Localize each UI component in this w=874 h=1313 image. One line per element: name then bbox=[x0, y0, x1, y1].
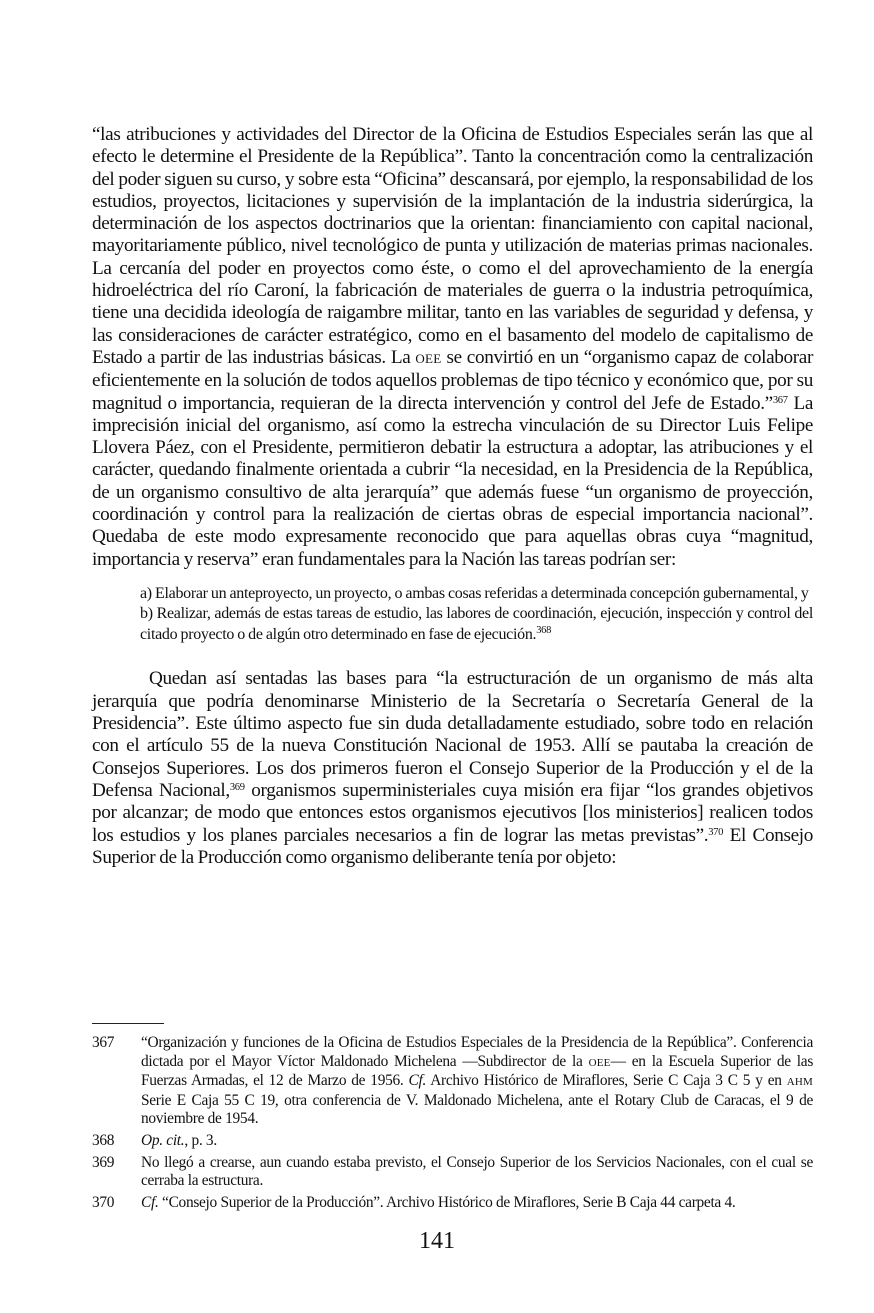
paragraph-2 bbox=[92, 668, 813, 869]
text-run: Serie E Caja 55 C 19, otra conferencia de V. Maldonado Michelena, ante el Rotary Club de Caracas, el 9 de noviembre de 1954. bbox=[141, 1091, 813, 1128]
text-run: Archivo Histórico de Miraflores, Serie C Caja 3 C 5 y en bbox=[426, 1072, 787, 1090]
text-run: “Organización y funciones de la Oficina de Estudios Especiales de la Presidencia de la República”. Conferencia dictada por el Mayor Víctor Maldonado Michelena —Subdirector de la bbox=[141, 1034, 813, 1070]
abbreviation-oee: OEE bbox=[588, 1056, 611, 1069]
abbreviation-ahm: AHM bbox=[786, 1076, 813, 1089]
footnote-ref-367[interactable]: 367 bbox=[772, 394, 788, 406]
footnote-text: No llegó a crearse, aun cuando estaba previsto, el Consejo Superior de los Servicios Nacionales, con el cual se cerraba la estructura. bbox=[141, 1153, 813, 1190]
text-run: Quedan así sentadas las bases para “la estructuración de un organismo de más alta jerarquía que podría denominarse Ministerio de la Secretaría o Secretaría General de la Presidencia”. Este último aspecto fue sin duda detalladamente estudiado, sobre todo en relación con el artículo 55 de la nueva Constitución Nacional de 1953. Allí se pautaba la creación de Consejos Superiores. Los dos primeros fueron el Consejo Superior de la Producción y el de la Defensa Nacional, bbox=[92, 668, 813, 801]
footnote-number: 369 bbox=[92, 1153, 115, 1171]
text-run: se convirtió en un “organismo capaz de colaborar eficientemente en la solución de todos aquellos problemas de tipo técnico y económico que, por su magnitud o importancia, requieran de la directa intervención y control del Jefe de Estado.” bbox=[92, 346, 813, 414]
footnote-ref-369[interactable]: 369 bbox=[229, 781, 245, 793]
footnote-divider bbox=[92, 1023, 164, 1024]
footnote-ref-370[interactable]: 370 bbox=[708, 826, 724, 838]
text-run: La imprecisión inicial del organismo, así como la estrecha vinculación de su Director Luis Felipe Llovera Páez, con el Presidente, permitieron debatir la estructura a adoptar, las atribuciones y el carácter, quedando finalmente orientada a cubrir “la necesidad, en la Presidencia de la República, de un organismo consultivo de alta jerarquía” que además fuese “un organismo de proyección, coordinación y control para la realización de ciertas obras de especial importancia nacional”. Quedaba de este modo expresamente reconocido que para aquellas obras cuya “magnitud, importancia y reserva” eran fundamentales para la Nación las tareas podrían ser: bbox=[92, 392, 813, 570]
block-quote-b bbox=[140, 604, 813, 645]
footnote-number: 370 bbox=[92, 1193, 115, 1211]
text-run: — en la Escuela Superior de las Fuerzas Armadas, el 12 de Marzo de 1956. bbox=[141, 1052, 814, 1090]
footnote-367 bbox=[92, 1034, 813, 1129]
cf-italic: Cf. bbox=[408, 1072, 427, 1090]
text-run: “Consejo Superior de la Producción”. Archivo Histórico de Miraflores, Serie B Caja 44 carpeta 4. bbox=[158, 1193, 736, 1211]
block-quote-a: a) Elaborar un anteproyecto, un proyecto, o ambas cosas referidas a determinada concepción gubernamental, y bbox=[140, 584, 809, 602]
text-run: b) Realizar, además de estas tareas de estudio, las labores de coordinación, ejecución, inspección y control del citado proyecto o de algún otro determinado en fase de ejecución. bbox=[140, 605, 813, 643]
footnote-368 bbox=[92, 1132, 813, 1151]
footnote-369 bbox=[92, 1154, 813, 1191]
op-cit-italic: Op. cit. bbox=[141, 1131, 185, 1149]
footnote-number: 367 bbox=[92, 1034, 115, 1051]
text-run: , p. 3. bbox=[184, 1131, 217, 1149]
footnote-text bbox=[141, 1132, 813, 1151]
text-run: organismos superministeriales cuya misión era fijar “los grandes objetivos por alcanzar; de modo que entonces estos organismos ejecutivos [los ministerios] realicen todos los estudios y los planes parciales necesarios a fin de lograr las metas previstas”. bbox=[92, 779, 813, 846]
footnotes bbox=[92, 1034, 813, 1215]
footnote-text bbox=[141, 1194, 813, 1213]
page-number: 141 bbox=[419, 1228, 455, 1254]
footnote-text bbox=[141, 1034, 813, 1129]
cf-italic: Cf. bbox=[141, 1193, 159, 1211]
page-body bbox=[92, 124, 813, 869]
abbreviation-oee: OEE bbox=[415, 350, 442, 366]
footnote-ref-368[interactable]: 368 bbox=[536, 624, 552, 636]
footnote-number: 368 bbox=[92, 1131, 115, 1149]
text-run: El Consejo Superior de la Producción como organismo deliberante tenía por objeto: bbox=[92, 824, 813, 868]
paragraph-1 bbox=[92, 124, 813, 571]
footnote-370 bbox=[92, 1194, 813, 1213]
text-run: “las atribuciones y actividades del Director de la Oficina de Estudios Especiales serán las que al efecto le determine el Presidente de la República”. Tanto la concentración como la centralización del poder siguen su curso, y sobre esta “Oficina” descansará, por ejemplo, la responsabilidad de los estudios, proyectos, licitaciones y supervisión de la implantación de la industria siderúrgica, la determinación de los aspectos doctrinarios que la orientan: financiamiento con capital nacional, mayoritariamente público, nivel tecnológico de punta y utilización de materias primas nacionales. La cercanía del poder en proyectos como éste, o como el del aprovechamiento de la energía hidroeléctrica del río Caroní, la fabricación de materiales de guerra o la industria petroquímica, tiene una decidida ideología de raigambre militar, tanto en las variables de seguridad y defensa, y las consideraciones de carácter estratégico, como en el basamento del modelo de capitalismo de Estado a partir de las industrias básicas. La bbox=[92, 124, 813, 368]
